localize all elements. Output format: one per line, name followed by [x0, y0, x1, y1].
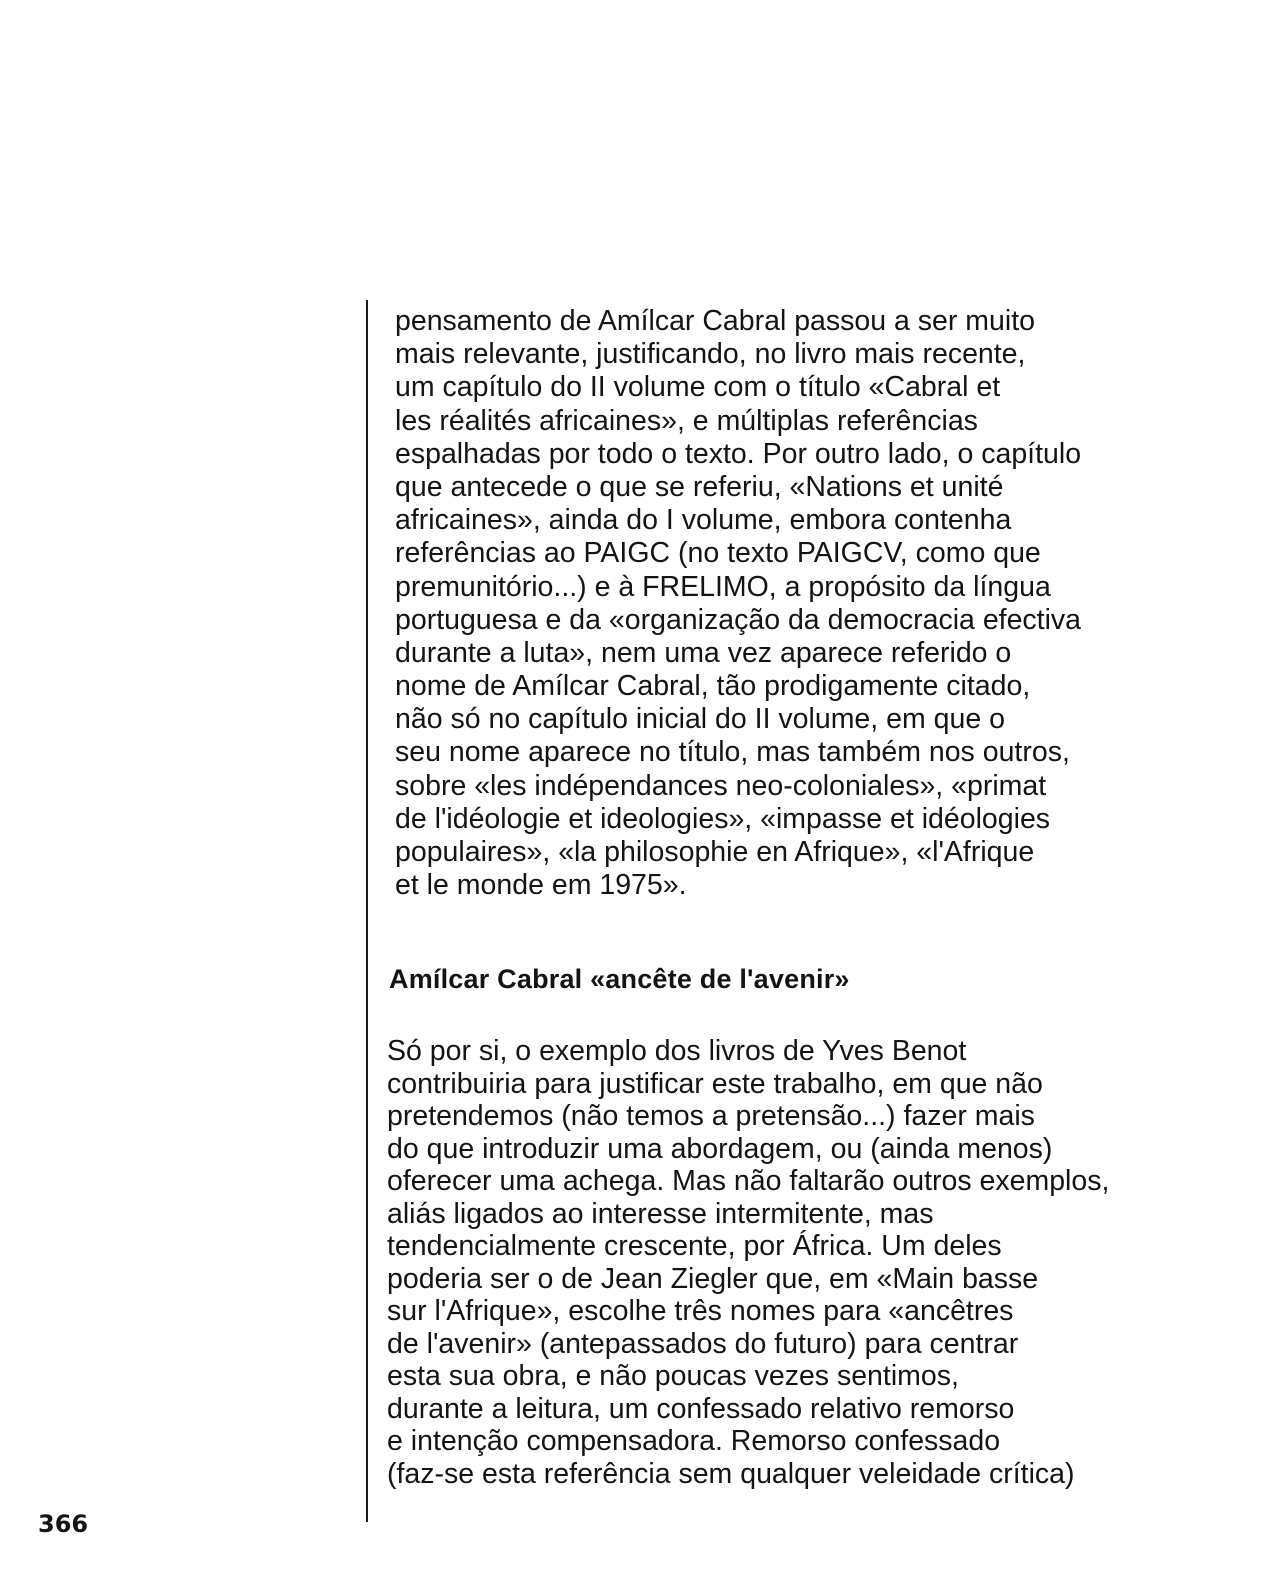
- section-heading: Amílcar Cabral «ancête de l'avenir»: [389, 964, 850, 994]
- text-line: durante a leitura, um confessado relativo remorso: [387, 1392, 1015, 1425]
- text-line: durante a luta», nem uma vez aparece referido o: [395, 636, 1012, 669]
- text-line: nome de Amílcar Cabral, tão prodigamente citado,: [395, 670, 1031, 703]
- text-line: do que introduzir uma abordagem, ou (ainda menos): [387, 1132, 1053, 1165]
- text-line: de l'idéologie et ideologies», «impasse et idéologies: [395, 802, 1051, 835]
- text-line: premunitório...) e à FRELIMO, a propósito da língua: [395, 570, 1051, 603]
- text-line: populaires», «la philosophie en Afrique», «l'Afrique: [395, 836, 1035, 868]
- text-line: de l'avenir» (antepassados do futuro) para centrar: [387, 1327, 1019, 1360]
- text-line: e intenção compensadora. Remorso confessado: [387, 1425, 1001, 1457]
- text-line: referências ao PAIGC (no texto PAIGCV, como que: [395, 537, 1041, 570]
- text-line: contribuiria para justificar este trabalho, em que não: [387, 1067, 1043, 1100]
- text-line: não só no capítulo inicial do II volume, em que o: [395, 703, 1005, 736]
- text-line: sur l'Afrique», escolhe três nomes para «ancêtres: [387, 1295, 1014, 1327]
- text-line: um capítulo do II volume com o título «Cabral et: [395, 371, 1001, 404]
- text-line: les réalités africaines», e múltiplas referências: [395, 404, 978, 437]
- page-number: 366: [38, 1510, 89, 1538]
- text-line: esta sua obra, e não poucas vezes sentimos,: [387, 1360, 959, 1392]
- text-line: portuguesa e da «organização da democracia efectiva: [395, 603, 1082, 636]
- paragraph-2: [387, 1035, 1217, 1490]
- text-line: pretendemos (não temos a pretensão...) fazer mais: [387, 1100, 1035, 1132]
- text-line: poderia ser o de Jean Ziegler que, em «Main basse: [387, 1262, 1039, 1295]
- text-line: oferecer uma achega. Mas não faltarão outros exemplos,: [387, 1165, 1110, 1197]
- text-line: aliás ligados ao interesse intermitente, mas: [387, 1197, 934, 1230]
- margin-rule: [366, 300, 368, 1522]
- text-line: sobre «les indépendances neo-coloniales», «primat: [395, 769, 1047, 802]
- text-line: africaines», ainda do I volume, embora contenha: [395, 504, 1012, 537]
- text-line: que antecede o que se referiu, «Nations et unité: [395, 470, 1004, 503]
- text-line: espalhadas por todo o texto. Por outro lado, o capítulo: [395, 437, 1082, 470]
- text-line: seu nome aparece no título, mas também nos outros,: [395, 736, 1070, 769]
- text-line: pensamento de Amílcar Cabral passou a ser muito: [395, 305, 1035, 337]
- text-line: mais relevante, justificando, no livro mais recente,: [395, 338, 1026, 371]
- text-line: tendencialmente crescente, por África. Um deles: [387, 1230, 1002, 1262]
- paragraph-1: [395, 305, 1225, 902]
- text-line: Só por si, o exemplo dos livros de Yves Benot: [387, 1035, 967, 1067]
- text-line: et le monde em 1975».: [395, 869, 687, 902]
- text-line: (faz-se esta referência sem qualquer veleidade crítica): [387, 1457, 1075, 1490]
